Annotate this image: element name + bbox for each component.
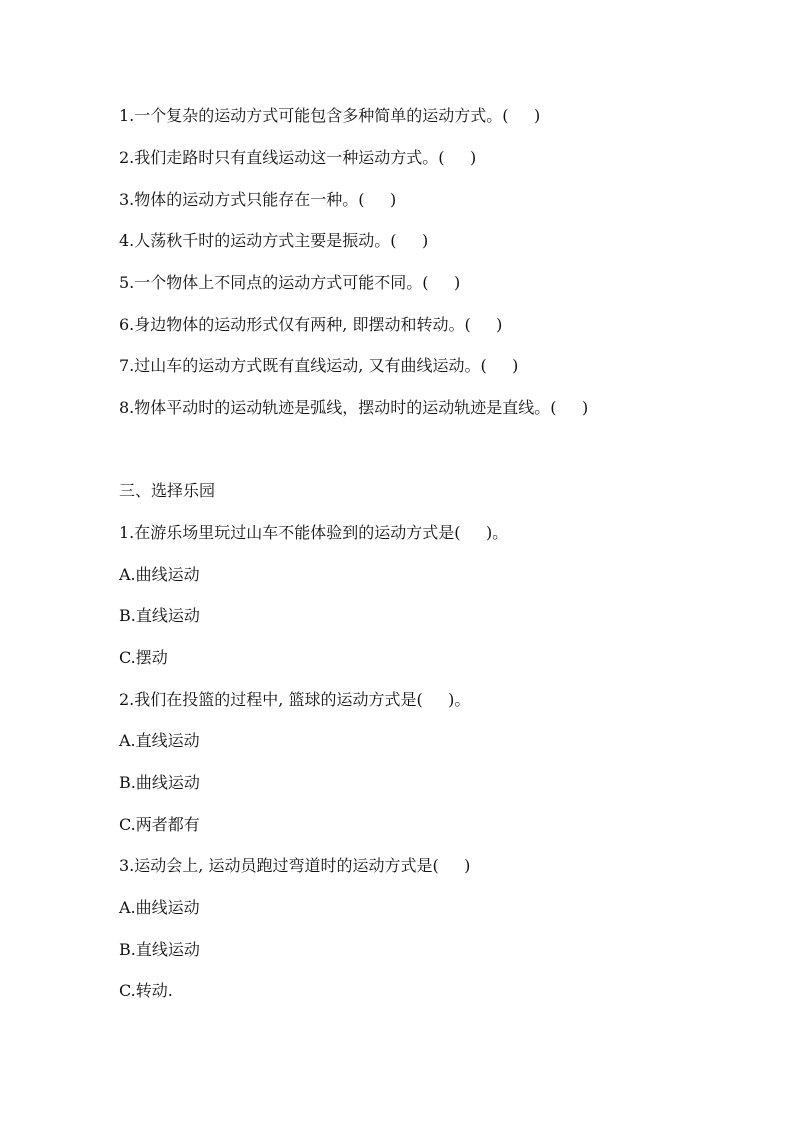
question-1-option-b: B.直线运动 bbox=[119, 606, 200, 625]
question-3-option-b: B.直线运动 bbox=[119, 940, 200, 959]
judgement-item-1: 1.一个复杂的运动方式可能包含多种简单的运动方式。( ) bbox=[119, 106, 541, 125]
judgement-item-3: 3.物体的运动方式只能存在一种。( ) bbox=[119, 190, 397, 209]
question-3-option-a: A.曲线运动 bbox=[119, 898, 200, 917]
judgement-item-4: 4.人荡秋千时的运动方式主要是振动。( ) bbox=[119, 231, 429, 250]
section-title: 三、选择乐园 bbox=[119, 481, 216, 500]
question-3-option-c: C.转动. bbox=[119, 981, 173, 1000]
judgement-item-6: 6.身边物体的运动形式仅有两种, 即摆动和转动。( ) bbox=[119, 315, 503, 334]
question-2-option-c: C.两者都有 bbox=[119, 815, 200, 834]
judgement-item-8: 8.物体平动时的运动轨迹是弧线，摆动时的运动轨迹是直线。( ) bbox=[119, 398, 589, 417]
judgement-item-5: 5.一个物体上不同点的运动方式可能不同。( ) bbox=[119, 273, 461, 292]
question-2-stem: 2.我们在投篮的过程中, 篮球的运动方式是( )。 bbox=[119, 690, 471, 709]
question-1-option-c: C.摆动 bbox=[119, 648, 168, 667]
question-2-option-b: B.曲线运动 bbox=[119, 773, 200, 792]
question-1-option-a: A.曲线运动 bbox=[119, 565, 200, 584]
question-2-option-a: A.直线运动 bbox=[119, 731, 200, 750]
question-1-stem: 1.在游乐场里玩过山车不能体验到的运动方式是( )。 bbox=[119, 523, 509, 542]
judgement-item-2: 2.我们走路时只有直线运动这一种运动方式。( ) bbox=[119, 148, 477, 167]
question-3-stem: 3.运动会上, 运动员跑过弯道时的运动方式是( ) bbox=[119, 856, 471, 875]
judgement-item-7: 7.过山车的运动方式既有直线运动, 又有曲线运动。( ) bbox=[119, 356, 519, 375]
